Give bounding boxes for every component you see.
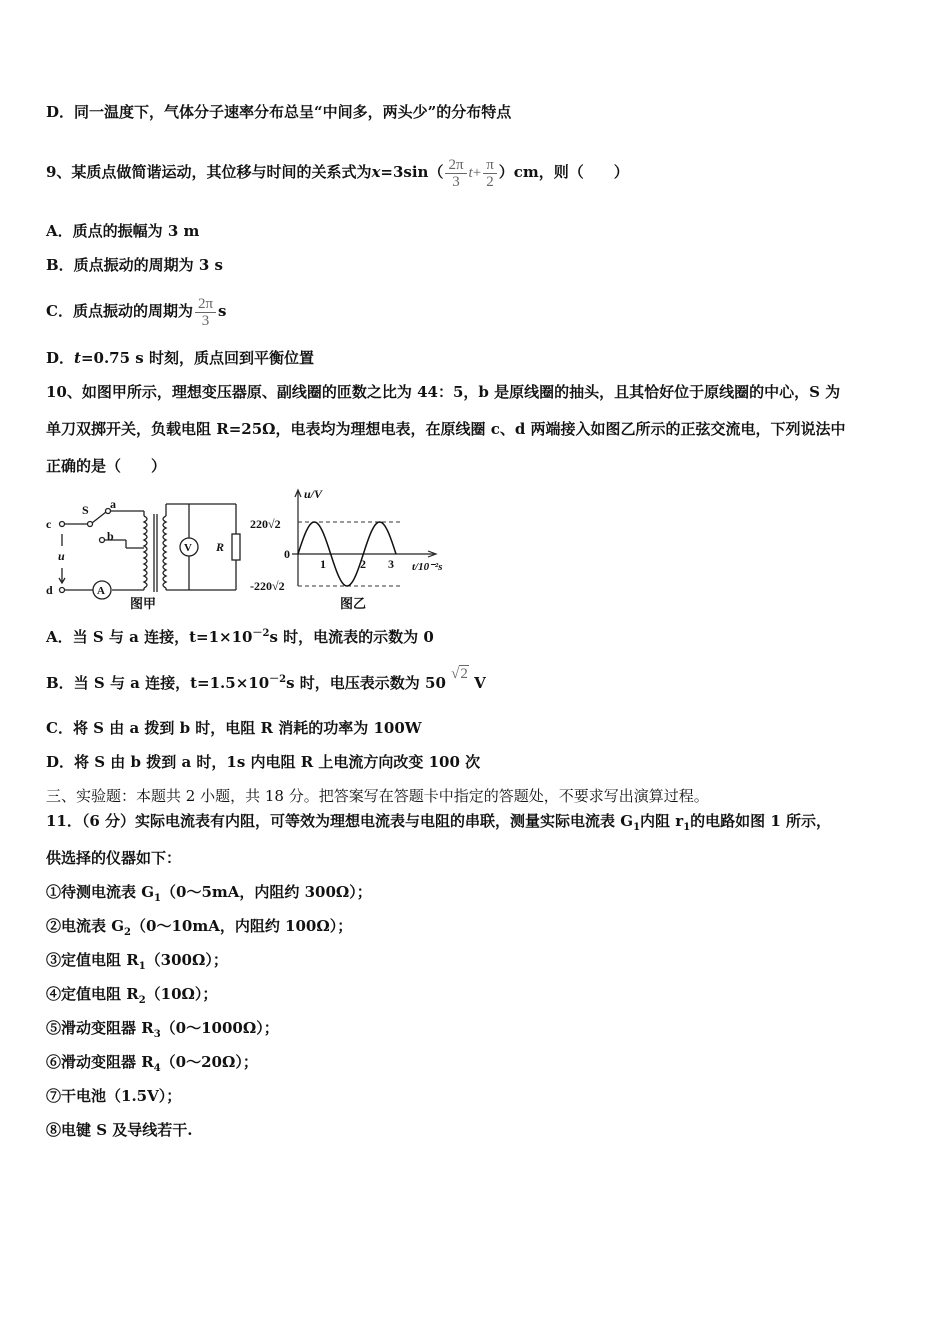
figure-jia-caption: 图甲 <box>130 596 157 611</box>
q9-option-c: C．质点振动的周期为 $\frac{2\pi}{3}$ s <box>46 295 227 329</box>
q11-item-4: ④定值电阻 $R_2(10\Omega)$； <box>46 985 218 1006</box>
x-tick-2: 2 <box>360 557 366 571</box>
q11-stem-line2: 供选择的仪器如下： <box>46 849 182 867</box>
voltmeter-label: V <box>184 542 192 554</box>
q11-item-6: ⑥滑动变阻器 $R_4(0\sim 20\Omega)$； <box>46 1053 258 1074</box>
label-d: d <box>46 583 53 597</box>
q10-option-b: B．当 S 与 a 连接，$t=1.5\times 10^{-2}s$ 时，电压表示数为 50 √2 V <box>46 668 486 696</box>
x-axis-label: t/10⁻²s <box>412 561 443 573</box>
y-axis-label: u/V <box>304 487 323 501</box>
y-tick-zero: 0 <box>284 547 290 561</box>
section-3-heading: 三、实验题：本题共 2 小题，共 18 分。把答案写在答题卡中指定的答题处，不要求写出演算过程。 <box>46 787 709 805</box>
q9-fraction-2pi-3: $\frac{2\pi}{3}$ <box>445 157 466 190</box>
sqrt-2: √2 <box>451 666 468 682</box>
q11-item-5: ⑤滑动变阻器 $R_3(0\sim 1000\Omega)$； <box>46 1019 279 1040</box>
label-u: u <box>58 549 65 563</box>
q11-item-3: ③定值电阻 $R_1(300\Omega)$； <box>46 951 228 972</box>
label-b: b <box>107 529 114 543</box>
figure-jia-circuit <box>44 494 250 614</box>
y-tick-top: 220√2 <box>250 517 281 531</box>
resistor-label: R <box>216 540 225 554</box>
y-tick-bottom: -220√2 <box>250 579 285 593</box>
q11-item-8: ⑧电键 S 及导线若干. <box>46 1121 193 1139</box>
label-c: c <box>46 517 52 531</box>
label-s: S <box>82 503 89 517</box>
q9-stem: 9、某质点做简谐运动，其位移与时间的关系式为x=3sin（ $\frac{2\pi}{3}$ t+ $\frac{\pi}{2}$ ）cm，则（ ） <box>46 156 629 190</box>
x-tick-3: 3 <box>388 557 394 571</box>
q11-item-2: ②电流表 $G_2(0\sim 10mA$，内阻约 100Ω）； <box>46 917 353 938</box>
q10-option-c: C．将 S 由 a 拨到 b 时，电阻 R 消耗的功率为 100W <box>46 719 422 737</box>
q10-stem-line3: 正确的是（ ） <box>46 457 167 475</box>
q9-c-fraction: $\frac{2\pi}{3}$ <box>195 296 216 329</box>
q9-option-d: D．t=0.75 s 时刻，质点回到平衡位置 <box>46 349 314 367</box>
q9-option-b: B．质点振动的周期为 3 s <box>46 256 224 274</box>
q11-item-7: ⑦干电池（1.5V）； <box>46 1087 182 1105</box>
figure-yi-caption: 图乙 <box>340 596 367 611</box>
q10-option-a: A．当 S 与 a 连接，$t=1\times 10^{-2}s$ 时，电流表的示数为 0 <box>46 628 434 646</box>
q10-option-d: D．将 S 由 b 拨到 a 时，1s 内电阻 R 上电流方向改变 100 次 <box>46 753 481 771</box>
figure-yi-chart <box>248 486 458 614</box>
q10-stem-line1: 10、如图甲所示，理想变压器原、副线圈的匝数之比为 44：5，b 是原线圈的抽头，且其恰好位于原线圈的中心，S 为 <box>46 383 841 401</box>
q10-stem-line2: 单刀双掷开关，负载电阻 R=25Ω，电表均为理想电表，在原线圈 c、d 两端接入如图乙所示的正弦交流电，下列说法中 <box>46 420 846 438</box>
q11-item-1: ①待测电流表 $G_1(0\sim 5mA$，内阻约 300Ω）； <box>46 883 372 904</box>
label-a: a <box>110 497 116 511</box>
q9-option-a: A．质点的振幅为 3 m <box>46 222 200 240</box>
q9-fraction-pi-2: $\frac{\pi}{2}$ <box>483 157 497 190</box>
q11-stem-line1: 11．（6 分）实际电流表有内阻，可等效为理想电流表与电阻的串联，测量实际电流表 $G_1$内阻 $r_1$的电路如图 1 所示， <box>46 812 832 833</box>
x-tick-1: 1 <box>320 557 326 571</box>
q8-option-d: D．同一温度下，气体分子速率分布总呈“中间多，两头少”的分布特点 <box>46 103 512 121</box>
ammeter-label: A <box>97 585 105 597</box>
